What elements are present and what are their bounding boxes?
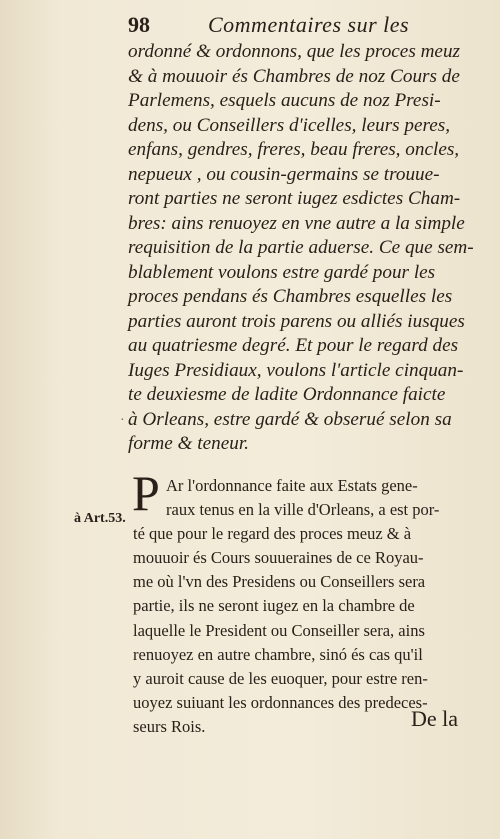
catchword: De la xyxy=(411,706,459,731)
commentary-text xyxy=(133,474,473,739)
text-line: à Orleans, estre gardé & obserué selon sa xyxy=(128,408,452,430)
ordinance-text xyxy=(128,40,473,457)
text-line: uoyez suiuant les ordonnances des predeces- xyxy=(133,692,428,712)
text-line: blablement voulons estre gardé pour les xyxy=(128,261,436,283)
text-line: mouuoir és Cours souueraines de ce Royau- xyxy=(133,548,424,568)
ink-mark: · xyxy=(120,413,125,428)
text-line: ordonné & ordonnons, que les proces meuz xyxy=(128,41,461,62)
text-line: requisition de la partie aduerse. Ce que sem- xyxy=(128,237,474,258)
text-line: seurs Rois. xyxy=(133,716,206,736)
text-line: ront parties ne seront iugez esdictes Cham- xyxy=(128,188,461,209)
text-line: & à mouuoir és Chambres de noz Cours de xyxy=(128,65,460,87)
text-line: proces pendans és Chambres esquelles les xyxy=(128,286,453,307)
text-line: Parlemens, esquels aucuns de noz Presi- xyxy=(128,90,441,111)
text-line: bres: ains renuoyez en vne autre a la simple xyxy=(128,212,465,234)
text-line: nepueux , ou cousin-germains se trouue- xyxy=(128,163,440,185)
drop-capital: P xyxy=(132,465,160,521)
text-line: Iuges Presidiaux, voulons l'article cinquan- xyxy=(128,359,464,381)
text-line: renuoyez en autre chambre, sinó és cas qu'il xyxy=(133,644,423,664)
text-line: au quatriesme degré. Et pour le regard des xyxy=(128,335,459,356)
page-header xyxy=(128,10,458,38)
text-line: raux tenus en la ville d'Orleans, a est por- xyxy=(166,500,440,520)
text-line: y auroit cause de les euoquer, pour estre ren- xyxy=(133,668,428,688)
text-line: me où l'vn des Presidens ou Conseillers sera xyxy=(133,572,426,592)
text-line: te deuxiesme de ladite Ordonnance faicte xyxy=(128,384,446,405)
margin-note: à Art.53. xyxy=(74,511,126,526)
text-line: enfans, gendres, freres, beau freres, oncles, xyxy=(128,139,460,160)
text-line: té que pour le regard des proces meuz & à xyxy=(133,524,412,544)
text-line: laquelle le President ou Conseiller sera, ains xyxy=(133,620,425,640)
text-line: Ar l'ordonnance faite aux Estats gene- xyxy=(166,476,418,495)
page-number: 98 xyxy=(128,12,150,37)
running-title: Commentaires sur les xyxy=(208,12,410,37)
text-line: forme & teneur. xyxy=(128,433,249,454)
text-line: parties auront trois parens ou alliés iusques xyxy=(128,310,465,332)
text-line: partie, ils ne seront iugez en la chambre de xyxy=(133,596,415,616)
text-line: dens, ou Conseillers d'icelles, leurs peres, xyxy=(128,114,451,136)
